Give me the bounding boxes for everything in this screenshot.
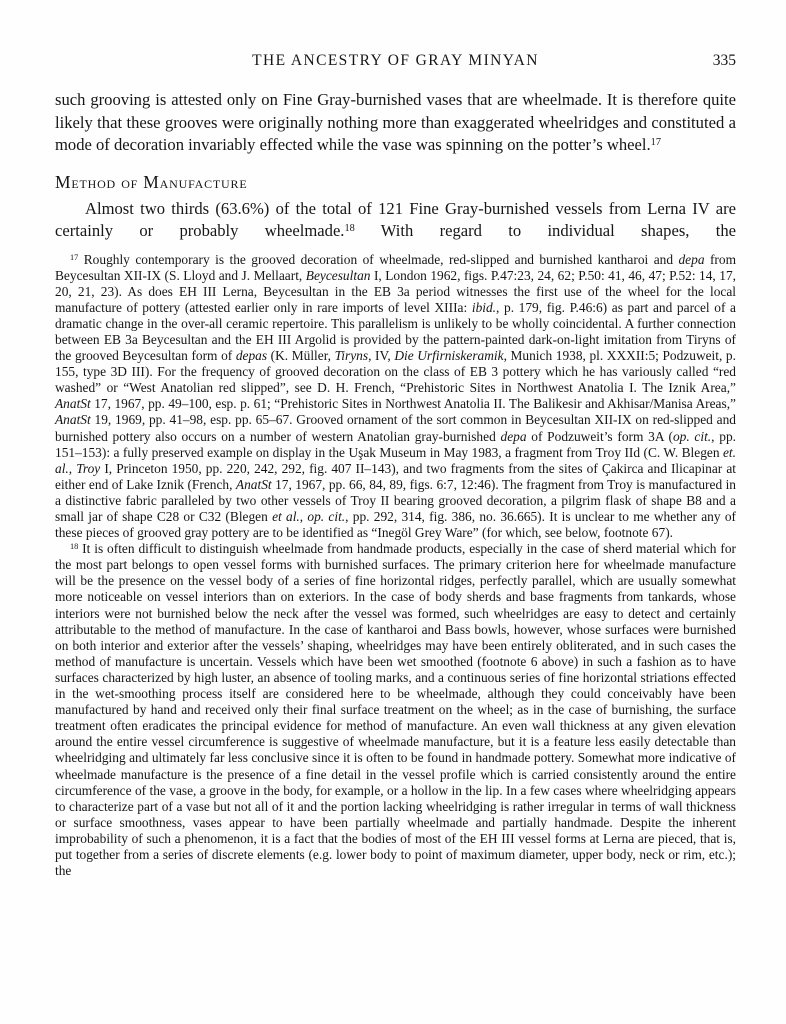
footnote-18: $^{18}$ It is often difficult to distinguish wheelmade from handmade products, especially in the case of sherd material which for the most part belongs to open vessel forms with burnished surfaces. The primary criterion here for wheelmade manufacture will be the presence on the vessel body of a series of fine horizontal ridges, perfectly parallel, which are usually somewhat more noticeable on vessel interiors than on exteriors. In the case of body sherds and base fragments from tankards, whose interiors were not burnished below the neck after the vessel was formed, such wheelridges are easy to detect and certainly attributable to the method of manufacture. In the case of kantharoi and Bass bowls, however, whose surfaces were burnished on both interior and exterior after the vessels’ shaping, wheelridges may have been entirely obliterated, and in such cases the method of manufacture is uncertain. Vessels which have been wet smoothed (footnote 6 above) in such a fashion as to have surfaces characterized by high luster, an absence of tooling marks, and a continuous series of fine horizontal striations effected in the wet-smoothing process itself are considered here to be wheelmade, although they could conceivably have been manufactured by hand and received only their final surface treatment on the wheel; as in the case of burnishing, the surface treatment often eradicates the principal evidence for method of manufacture. An even wall thickness at any given elevation around the entire vessel circumference is suggestive of wheelmade manufacture, but it is a feature less easily detectable than wheelridging and ultimately far less conclusive since it is often to be found in handmade pottery. Somewhat more indicative of wheelmade manufacture is the presence of a fine detail in the vessel profile which is carried consistently around the entire circumference of the vase, a groove in the body, for example, or a hollow in the lip. In a few cases where wheelridging appears to characterize part of a vase but not all of it and the portion lacking wheelridging is rather irregular in terms of wall thickness or surface smoothness, vases appear to have been partially wheelmade and partially handmade. Despite the inherent improbability of such a phenomenon, it is a fact that the bodies of most of the EH III vessel forms at Lerna are pieced, that is, put together from a series of discrete elements (e.g. lower body to point of maximum diameter, upper body, neck or rim, etc.); the — [55, 541, 736, 879]
page-number: 335 — [712, 52, 736, 69]
paragraph-grooving: such grooving is attested only on Fine Gray-burnished vases that are wheelmade. It is therefore quite likely that these grooves were originally nothing more than exaggerated wheelridges and constituted a mode of decoration invariably effected while the vase was spinning on the potter’s wheel.$^{17}$ — [55, 90, 736, 154]
section-heading-method-of-manufacture: Method of Manufacture — [55, 171, 248, 192]
page-body — [55, 89, 736, 879]
footnotes-section — [55, 252, 736, 880]
paragraph-method: Almost two thirds (63.6%) of the total of 121 Fine Gray-burnished vessels from Lerna IV are certainly or probably wheelmade.$^{18}$ With regard to individual shapes, the — [55, 198, 736, 240]
footnote-17: $^{17}$ Roughly contemporary is the grooved decoration of wheelmade, red-slipped and burnished kantharoi and depa from Beycesultan XII-IX (S. Lloyd and J. Mellaart, Beycesultan I, London 1962, figs. P.47:23, 24, 62; P.50: 41, 46, 47; P.52: 14, 17, 20, 21, 23). As does EH III Lerna, Beycesultan in the EB 3a period witnesses the first use of the wheel for the local manufacture of pottery (attested earlier only in rare imports of level XIIIa: ibid., p. 179, fig. P.46:6) as part and parcel of a dramatic change in the over-all ceramic repertoire. This parallelism is unlikely to be wholly coincidental. A further connection between EB 3a Beycesultan and the EH III Argolid is provided by the pattern-painted dark-on-light imitation from Tiryns of the grooved Beycesultan form of depas (K. Müller, Tiryns, IV, Die Urfirniskeramik, Munich 1938, pl. XXXII:5; Podzuweit, p. 155, type 3D III). For the frequency of grooved decoration on the class of EB 3 pottery which he has variously called “red washed” or “West Anatolian red slipped”, see D. H. French, “Prehistoric Sites in Northwest Anatolia I. The Iznik Area,” AnatSt 17, 1967, pp. 49–100, esp. p. 61; “Prehistoric Sites in Northwest Anatolia II. The Balikesir and Akhisar/Manisa Areas,” AnatSt 19, 1969, pp. 41–98, esp. pp. 65–67. Grooved ornament of the sort common in Beycesultan XII-IX on red-slipped and burnished pottery also occurs on a number of western Anatolian gray-burnished depa of Podzuweit’s form 3A (op. cit., pp. 151–153): a fully preserved example on display in the Uşak Museum in May 1983, a fragment from Troy IId (C. W. Blegen et. al., Troy I, Princeton 1950, pp. 220, 242, 292, fig. 407 II–143), and two fragments from the sites of Çakirca and Ilicapinar at either end of Lake Iznik (French, AnatSt 17, 1967, pp. 66, 84, 89, figs. 6:7, 12:46). The fragment from Troy is manufactured in a distinctive fabric paralleled by two other vessels of Troy II bearing grooved decoration, a pilgrim flask of shape B8 and a small jar of shape C28 or C32 (Blegen et al., op. cit., pp. 292, 314, fig. 386, no. 36.665). It is unclear to me whether any of these pieces of grooved gray pottery are to be identified as “Inegöl Grey Ware” (for which, see below, footnote 67). — [55, 251, 737, 541]
running-title: THE ANCESTRY OF GRAY MINYAN — [252, 52, 539, 69]
page-content — [55, 52, 736, 879]
page-header — [55, 52, 736, 72]
